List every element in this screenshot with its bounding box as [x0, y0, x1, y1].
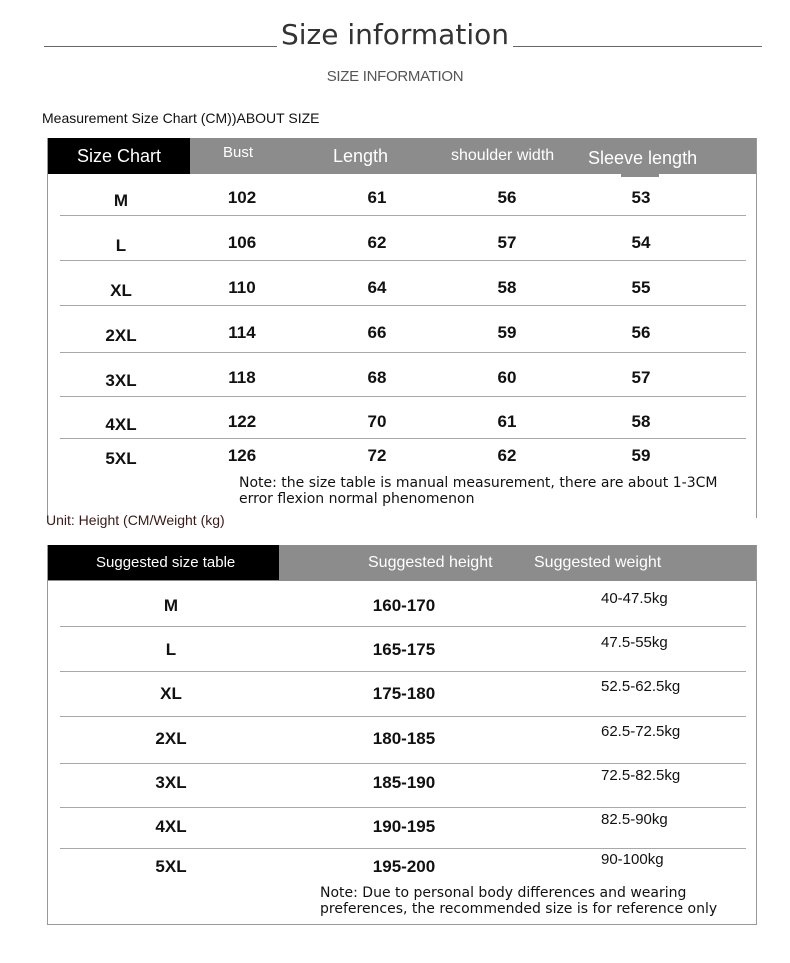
suggested-height-cell: 190-195 — [372, 817, 436, 836]
suggested-size-cell: 4XL — [155, 817, 187, 836]
size-chart-note-line2: error flexion normal phenomenon — [239, 491, 475, 507]
measurement-cell: 62 — [367, 233, 387, 252]
suggested-size-cell: 3XL — [155, 773, 187, 792]
row-divider — [60, 626, 746, 627]
size-label-cell: 4XL — [105, 415, 137, 434]
header-length: Length — [333, 146, 389, 166]
header-tab-marker — [621, 174, 659, 177]
size-label-cell: L — [115, 236, 127, 255]
measurement-cell: 57 — [631, 368, 651, 387]
row-divider — [60, 215, 746, 216]
row-divider — [60, 807, 746, 808]
measurement-cell: 58 — [497, 278, 517, 297]
row-divider — [60, 848, 746, 849]
measurement-cell: 61 — [367, 188, 387, 207]
row-divider — [60, 438, 746, 439]
measurement-cell: 106 — [227, 233, 257, 252]
unit-label: Unit: Height (CM/Weight (kg) — [46, 512, 225, 528]
suggested-height-cell: 195-200 — [372, 857, 436, 876]
suggested-size-table — [47, 545, 757, 925]
suggested-size-cell: XL — [160, 684, 182, 703]
size-label-cell: M — [113, 191, 129, 210]
header-suggested-height: Suggested height — [368, 554, 493, 571]
measurement-cell: 126 — [227, 446, 257, 465]
header-size-chart: Size Chart — [77, 146, 162, 166]
suggested-size-cell: 5XL — [155, 857, 187, 876]
suggested-height-cell: 160-170 — [372, 596, 436, 615]
page-title — [0, 18, 790, 51]
measurement-cell: 60 — [497, 368, 517, 387]
row-divider — [60, 352, 746, 353]
suggested-size-cell: L — [165, 640, 177, 659]
header-bust: Bust — [223, 144, 254, 161]
suggested-weight-cell: 47.5-55kg — [601, 634, 668, 651]
measurement-cell: 62 — [497, 446, 517, 465]
suggested-weight-cell: 90-100kg — [601, 851, 664, 868]
size-label-cell: 5XL — [105, 449, 137, 468]
suggested-weight-cell: 40-47.5kg — [601, 590, 668, 607]
size-label-cell: 2XL — [105, 326, 137, 345]
suggested-height-cell: 185-190 — [372, 773, 436, 792]
row-divider — [60, 716, 746, 717]
page-subtitle: SIZE INFORMATION — [326, 68, 464, 85]
measurement-cell: 57 — [497, 233, 517, 252]
header-sleeve-length: Sleeve length — [588, 148, 698, 168]
suggested-note-line2: preferences, the recommended size is for reference only — [320, 901, 718, 917]
header-suggested-weight: Suggested weight — [534, 554, 662, 571]
measurement-cell: 122 — [227, 412, 257, 431]
row-divider — [60, 305, 746, 306]
header-shoulder-width: shoulder width — [451, 147, 555, 164]
measurement-cell: 70 — [367, 412, 387, 431]
measurement-cell: 55 — [631, 278, 651, 297]
suggested-size-cell: M — [163, 596, 179, 615]
suggested-weight-cell: 72.5-82.5kg — [601, 767, 681, 784]
measurement-cell: 118 — [228, 368, 256, 387]
measurement-cell: 59 — [631, 446, 651, 465]
measurement-cell: 61 — [497, 412, 517, 431]
measurement-cell: 72 — [367, 446, 387, 465]
measurement-cell: 58 — [631, 412, 651, 431]
suggested-weight-cell: 52.5-62.5kg — [601, 678, 681, 695]
measurement-cell: 56 — [631, 323, 651, 342]
row-divider — [60, 396, 746, 397]
chart-caption: Measurement Size Chart (CM))ABOUT SIZE — [42, 110, 320, 126]
suggested-height-cell: 165-175 — [372, 640, 436, 659]
row-divider — [60, 671, 746, 672]
suggested-header — [48, 545, 756, 581]
size-chart-table — [47, 138, 757, 518]
suggested-note-line1: Note: Due to personal body differences and wearing — [320, 885, 687, 901]
suggested-weight-cell: 62.5-72.5kg — [601, 723, 681, 740]
header-suggested-size: Suggested size table — [96, 554, 236, 571]
size-chart-note-line1: Note: the size table is manual measurement, there are about 1-3CM — [239, 475, 718, 491]
measurement-cell: 68 — [367, 368, 387, 387]
suggested-height-cell: 175-180 — [372, 684, 436, 703]
suggested-weight-cell: 82.5-90kg — [601, 811, 668, 828]
measurement-cell: 114 — [228, 323, 256, 342]
suggested-size-cell: 2XL — [155, 729, 187, 748]
row-divider — [60, 763, 746, 764]
size-chart-header — [48, 138, 756, 174]
measurement-cell: 56 — [497, 188, 517, 207]
measurement-cell: 102 — [227, 188, 257, 207]
measurement-cell: 66 — [367, 323, 387, 342]
measurement-cell: 54 — [631, 233, 651, 252]
measurement-cell: 59 — [497, 323, 517, 342]
suggested-height-cell: 180-185 — [372, 729, 436, 748]
page-title-text: Size information — [277, 18, 513, 51]
measurement-cell: 110 — [228, 278, 256, 297]
measurement-cell: 53 — [631, 188, 651, 207]
size-label-cell: 3XL — [105, 371, 137, 390]
measurement-cell: 64 — [367, 278, 387, 297]
size-label-cell: XL — [110, 281, 132, 300]
row-divider — [60, 260, 746, 261]
